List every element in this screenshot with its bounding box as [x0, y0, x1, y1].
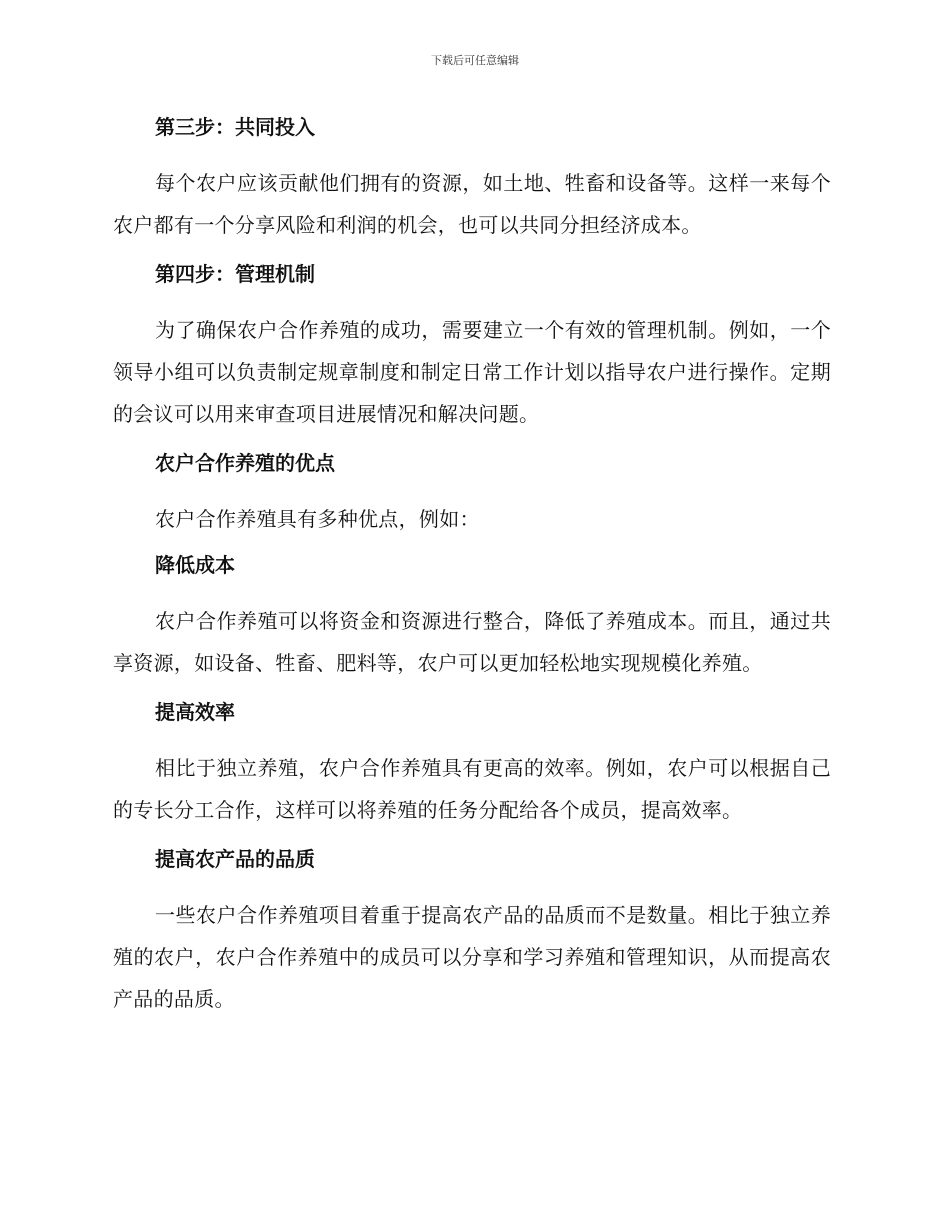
section-heading-improve-quality: 提高农产品的品质: [155, 847, 315, 871]
page-header: 下载后可任意编辑: [431, 54, 519, 67]
paragraph-improve-efficiency: 相比于独立养殖，农户合作养殖具有更高的效率。例如，农户可以根据自己的专长分工合作，这样可以将养殖的任务分配给各个成员，提高效率。: [113, 756, 831, 822]
section-heading-reduce-cost: 降低成本: [155, 553, 235, 577]
section-heading-step-four: 第四步：管理机制: [155, 262, 315, 286]
paragraph-improve-quality: 一些农户合作养殖项目着重于提高农产品的品质而不是数量。相比于独立养殖的农户，农户合作养殖中的成员可以分享和学习养殖和管理知识，从而提高农产品的品质。: [113, 903, 831, 1011]
document-body: [113, 112, 831, 1033]
paragraph-advantages-intro: 农户合作养殖具有多种优点，例如：: [155, 507, 480, 531]
section-heading-step-three: 第三步：共同投入: [155, 115, 315, 139]
paragraph-joint-investment: 每个农户应该贡献他们拥有的资源，如土地、牲畜和设备等。这样一来每个农户都有一个分享风险和利润的机会，也可以共同分担经济成本。: [113, 171, 831, 237]
paragraph-management-mechanism: 为了确保农户合作养殖的成功，需要建立一个有效的管理机制。例如，一个领导小组可以负责制定规章制度和制定日常工作计划以指导农户进行操作。定期的会议可以用来审查项目进展情况和解决问题。: [113, 318, 831, 426]
section-heading-improve-efficiency: 提高效率: [155, 700, 235, 724]
section-heading-advantages: 农户合作养殖的优点: [155, 451, 335, 475]
paragraph-reduce-cost: 农户合作养殖可以将资金和资源进行整合，降低了养殖成本。而且，通过共享资源，如设备、牲畜、肥料等，农户可以更加轻松地实现规模化养殖。: [113, 609, 831, 675]
